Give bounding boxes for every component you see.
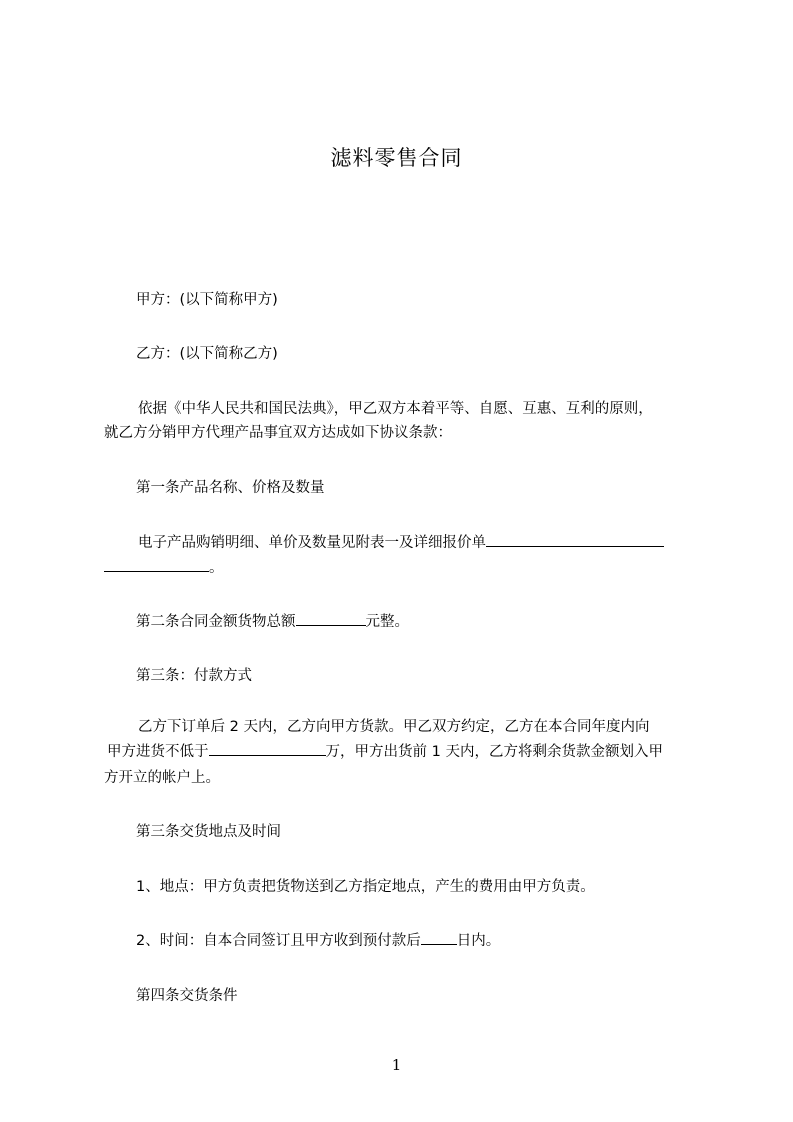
article-3-line-2-b: 万，甲方出货前 1 天内，乙方将剩余货款金额划入甲 [325, 744, 663, 760]
article-3-line-2-a: 甲方进货不低于 [107, 744, 209, 760]
delivery-time-a: 2、时间：自本合同签订且甲方收到预付款后 [136, 933, 421, 949]
quote-sheet-blank-line-cont[interactable] [104, 557, 209, 572]
article-1-text-cont [104, 556, 704, 580]
preamble-line-1: 依据《中华人民共和国民法典》，甲乙双方本着平等、自愿、互惠、互利的原则， [138, 401, 653, 417]
article-2-unit: 元整。 [365, 614, 409, 630]
article-1-text-content: 电子产品购销明细、单价及数量见附表一及详细报价单 [138, 535, 486, 551]
preamble-line-2: 就乙方分销甲方代理产品事宜双方达成如下协议条款： [104, 425, 452, 441]
article-1-end: 。 [209, 560, 224, 576]
total-amount-blank[interactable] [296, 611, 366, 626]
quote-sheet-blank-line[interactable] [486, 532, 664, 547]
document-title: 滤料零售合同 [330, 146, 463, 170]
party-b-line: 乙方：(以下简称乙方) [136, 346, 278, 362]
min-purchase-blank[interactable] [209, 741, 326, 756]
article-1-text [104, 531, 738, 555]
article-2-text: 第二条合同金额货物总额 [136, 614, 296, 630]
article-2-line [104, 610, 736, 634]
article-3-heading: 第三条：付款方式 [136, 668, 252, 684]
delivery-days-blank[interactable] [421, 930, 457, 945]
delivery-place: 1、地点：甲方负责把货物送到乙方指定地点，产生的费用由甲方负责。 [136, 879, 595, 895]
delivery-time-b: 日内。 [456, 933, 501, 949]
article-3-line-2 [104, 740, 707, 764]
article-1-heading: 第一条产品名称、价格及数量 [136, 480, 325, 496]
article-3-line-3: 方开立的帐户上。 [104, 770, 220, 786]
article-3-line-1: 乙方下订单后 2 天内，乙方向甲方货款。甲乙双方约定，乙方在本合同年度内向 [138, 719, 650, 735]
party-a-line: 甲方：(以下简称甲方) [136, 292, 278, 308]
article-4-heading: 第四条交货条件 [136, 988, 238, 1004]
article-3b-heading: 第三条交货地点及时间 [136, 824, 281, 840]
delivery-time-line [104, 929, 736, 953]
page-number: 1 [391, 1056, 402, 1074]
